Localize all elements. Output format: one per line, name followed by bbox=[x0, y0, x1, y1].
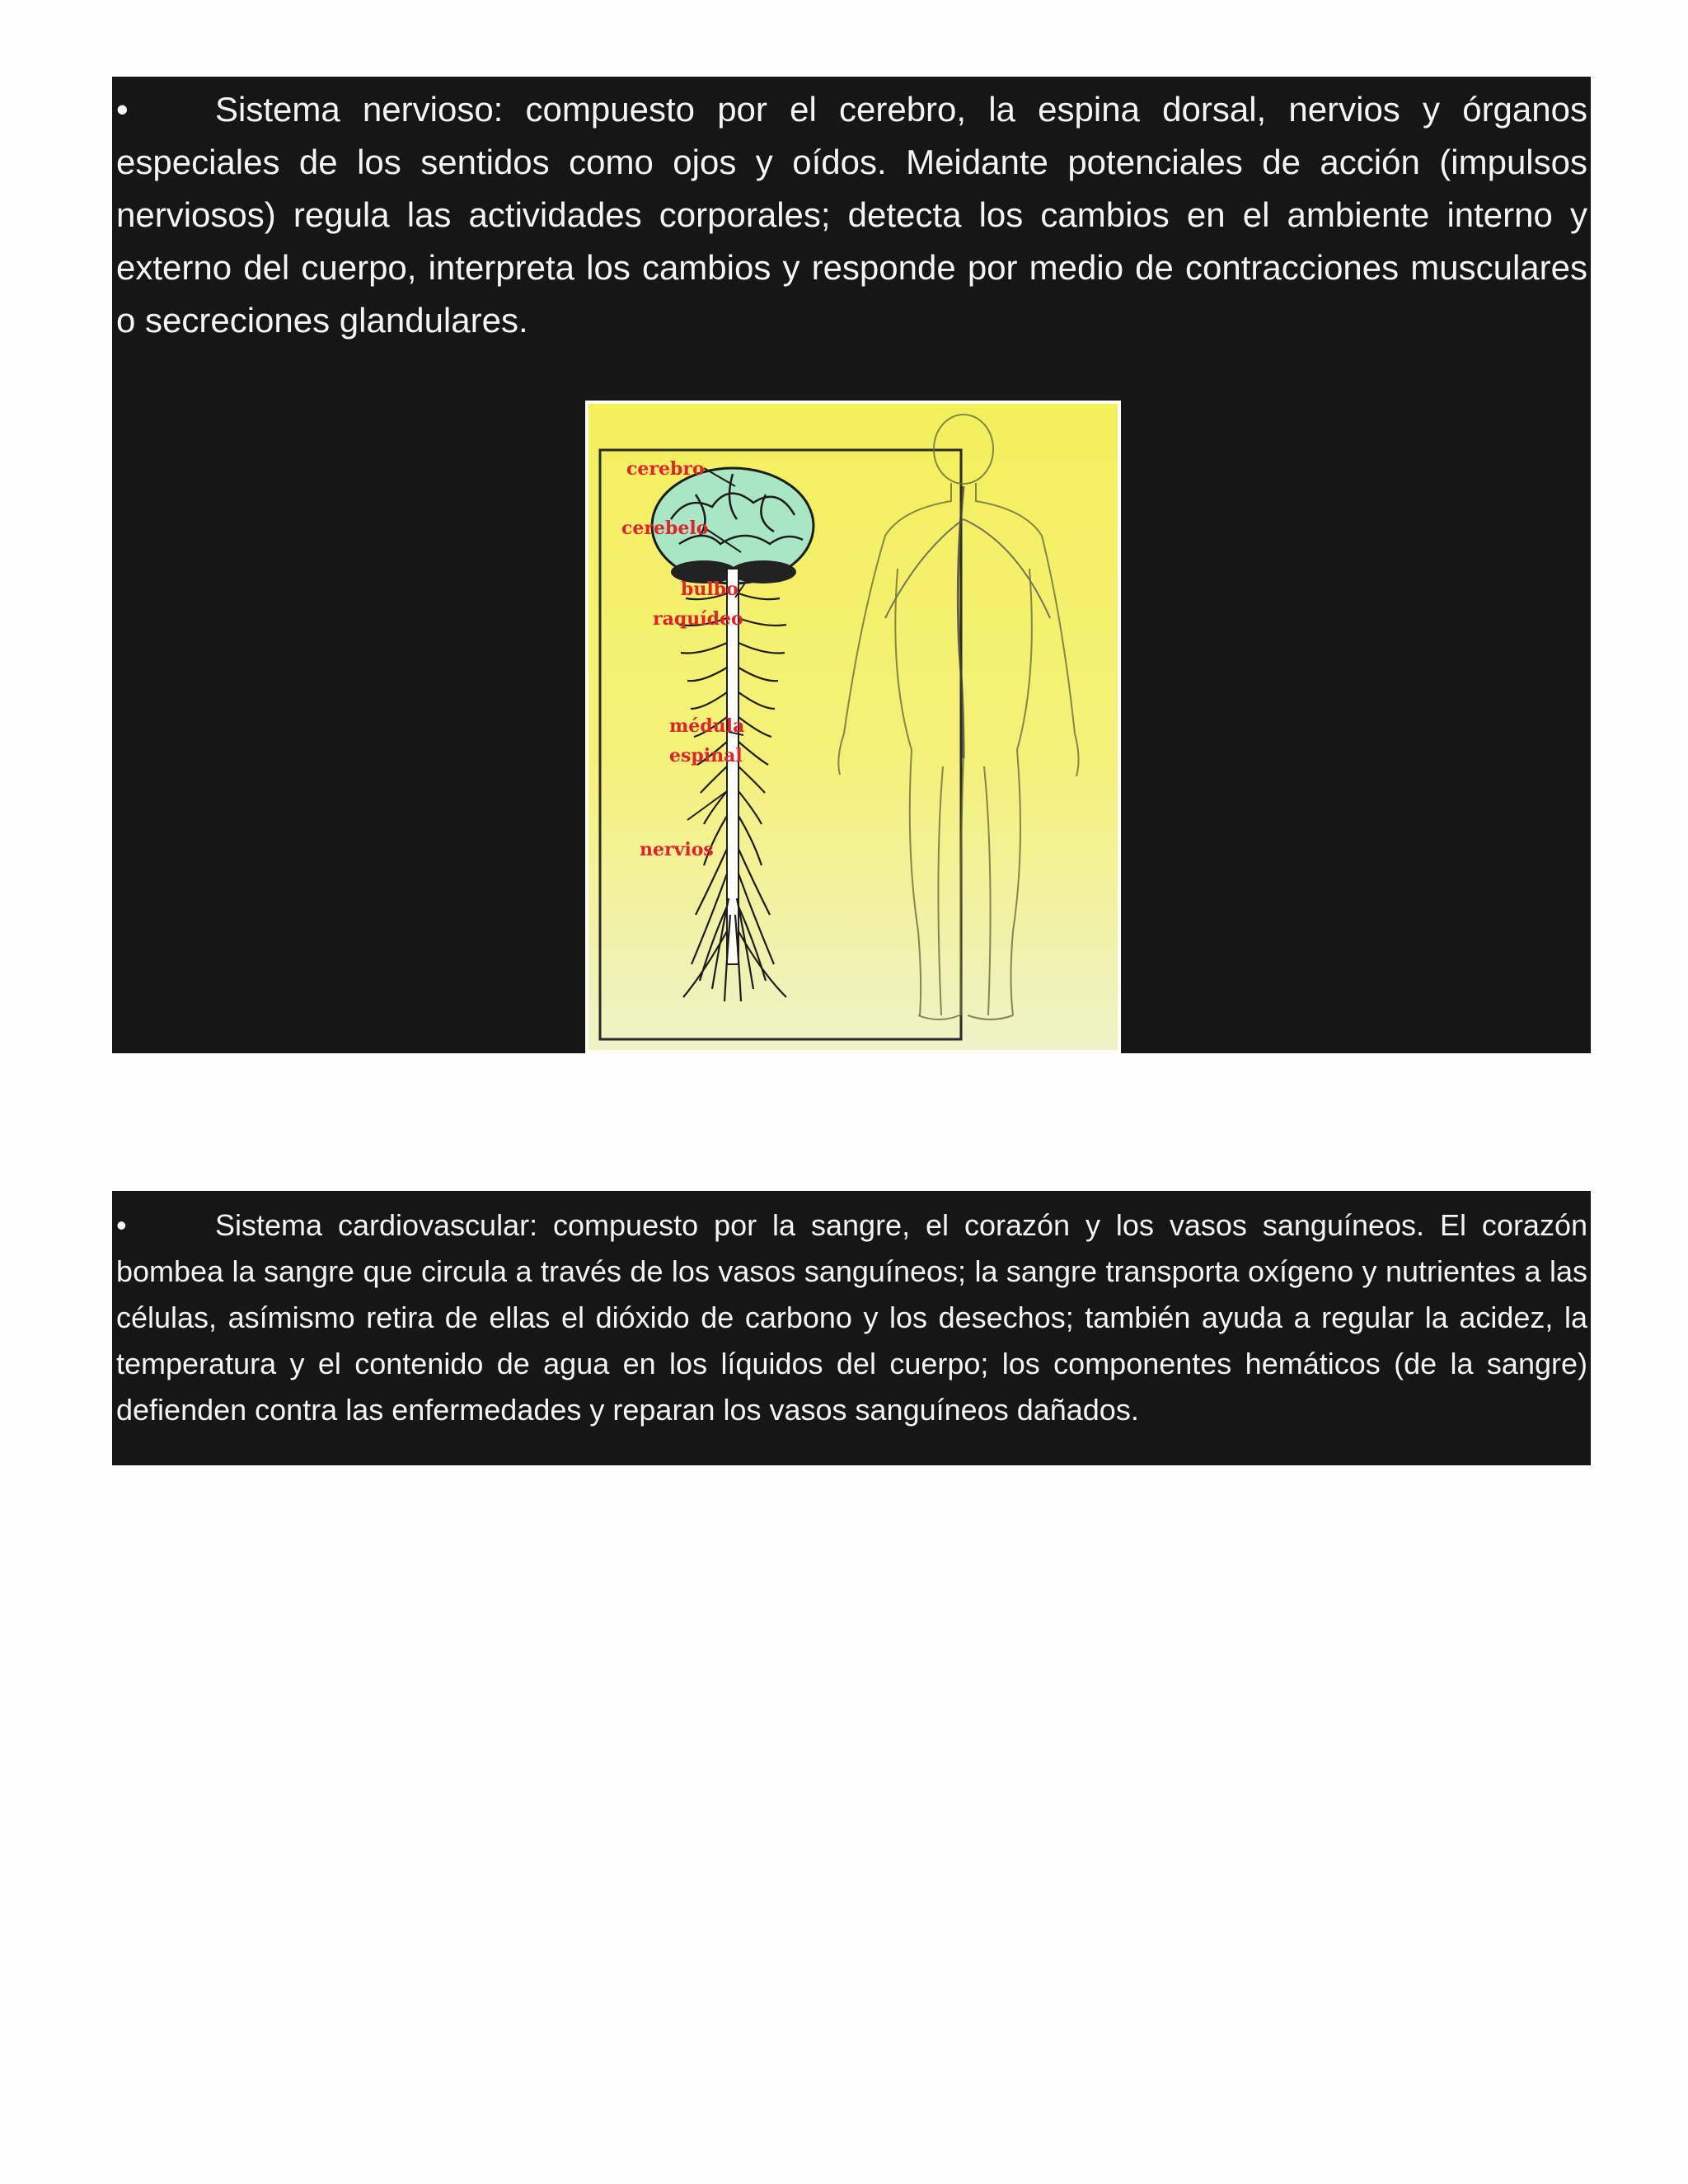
label-espinal: espinal bbox=[669, 745, 743, 766]
label-cerebelo: cerebelo bbox=[621, 518, 709, 539]
bullet-icon: • bbox=[116, 1208, 127, 1242]
label-medula: médula bbox=[669, 715, 745, 737]
section-cardiovascular-system bbox=[112, 1191, 1591, 1465]
cardiovascular-paragraph bbox=[112, 1191, 1591, 1433]
section-nervous-system bbox=[112, 77, 1591, 1053]
bullet-icon: • bbox=[116, 90, 129, 129]
label-nervios: nervios bbox=[640, 839, 714, 860]
cardiovascular-text: Sistema cardiovascular: compuesto por la sangre, el corazón y los vasos sanguíneos. El corazón bombea la sangre que circula a través de los vasos sanguíneos; la sangre transporta oxígeno y nutrientes a las células, asímismo retira de ellas el dióxido de carbono y los desechos; también ayuda a regular la acidez, la temperatura y el contenido de agua en los líquidos del cuerpo; los componentes hemáticos (de la sangre) defienden contra las enfermedades y reparan los vasos sanguíneos dañados. bbox=[116, 1208, 1587, 1427]
nervous-system-paragraph bbox=[112, 77, 1591, 347]
label-cerebro: cerebro bbox=[626, 458, 705, 480]
label-raquideo: raquídeo bbox=[653, 608, 743, 630]
label-bulbo: bulbo bbox=[681, 579, 738, 600]
nervous-system-text: Sistema nervioso: compuesto por el cerebro, la espina dorsal, nervios y órganos especiales de los sentidos como ojos y oídos. Meidante potenciales de acción (impulsos nerviosos) regula las actividades corporales; detecta los cambios en el ambiente interno y externo del cuerpo, interpreta los cambios y responde por medio de contracciones musculares o secreciones glandulares. bbox=[116, 90, 1587, 340]
nervous-system-diagram bbox=[585, 401, 1121, 1053]
